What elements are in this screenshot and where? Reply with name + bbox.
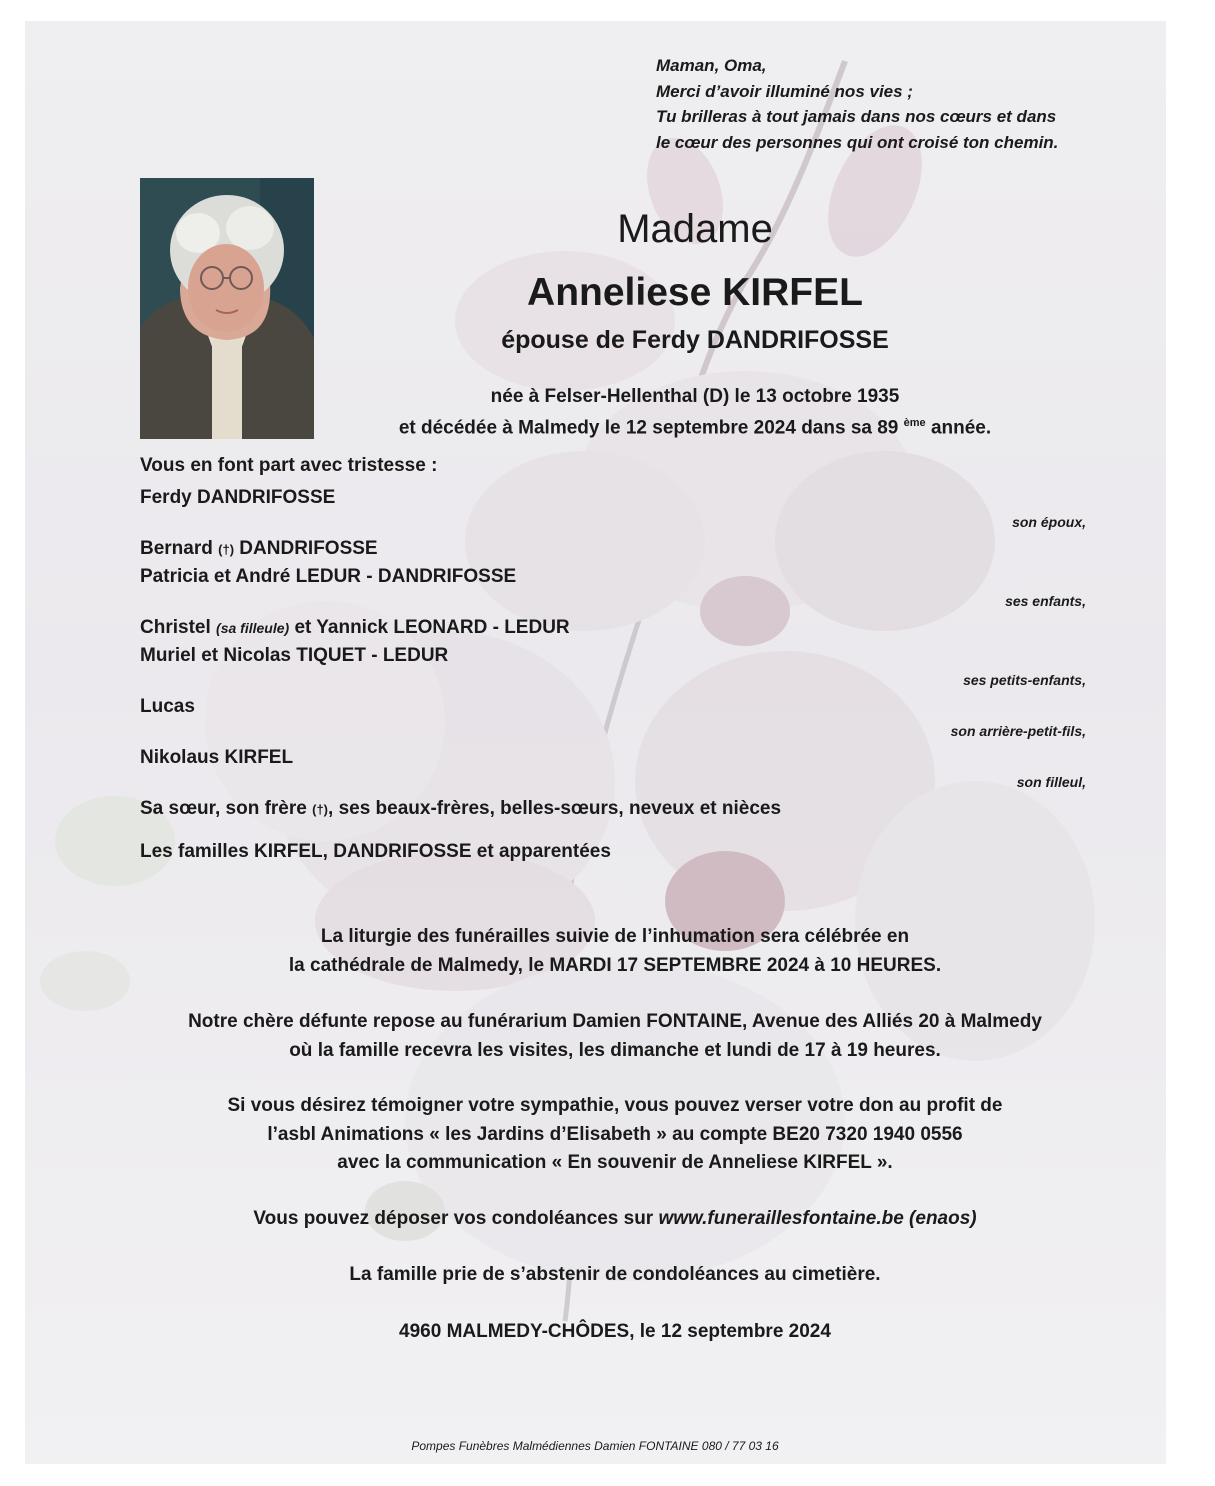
birth-death-info bbox=[285, 383, 1105, 441]
place-date: 4960 MALMEDY-CHÔDES, le 12 septembre 2024 bbox=[399, 1321, 831, 1342]
obituary-card bbox=[25, 21, 1166, 1464]
quote-line: le cœur des personnes qui ont croisé ton chemin. bbox=[656, 132, 1059, 152]
donation-line: avec la communication « En souvenir de Anneliese KIRFEL ». bbox=[337, 1152, 893, 1173]
family-child: Patricia et André LEDUR - DANDRIFOSSE bbox=[140, 566, 517, 587]
condolences-line bbox=[85, 1205, 1145, 1234]
visitation-line: Notre chère défunte repose au funérarium Damien FONTAINE, Avenue des Alliés 20 à Malmedy bbox=[188, 1011, 1042, 1032]
grandchild-partner: et Yannick LEONARD - LEDUR bbox=[289, 617, 570, 638]
visitation-line: où la famille recevra les visites, les dimanche et lundi de 17 à 19 heures. bbox=[289, 1039, 941, 1061]
quote-line: Tu brilleras à tout jamais dans nos cœurs et dans bbox=[656, 107, 1057, 126]
relation-godson: son filleul, bbox=[1016, 774, 1086, 790]
cemetery-notice: La famille prie de s’abstenir de condoléances au cimetière. bbox=[349, 1264, 881, 1285]
family-intro: Vous en font part avec tristesse : bbox=[140, 455, 438, 476]
grandchild-name: Christel bbox=[140, 617, 217, 638]
dedication-quote bbox=[656, 53, 1058, 155]
donation-info bbox=[85, 1092, 1145, 1178]
liturgy-line: la cathédrale de Malmedy, le MARDI 17 SEPTEMBRE 2024 à 10 HEURES. bbox=[288, 954, 942, 976]
relation-grandchildren: ses petits-enfants, bbox=[963, 672, 1086, 688]
family-grandchild: Muriel et Nicolas TIQUET - LEDUR bbox=[140, 645, 449, 666]
quote-line: Maman, Oma, bbox=[656, 56, 767, 75]
family-extended: Les familles KIRFEL, DANDRIFOSSE et apparentées bbox=[140, 841, 611, 862]
family-spouse: Ferdy DANDRIFOSSE bbox=[140, 487, 336, 508]
funeral-home-footer: Pompes Funèbres Malmédiennes Damien FONTAINE 080 / 77 03 16 bbox=[411, 1439, 779, 1453]
deceased-name: Anneliese KIRFEL bbox=[527, 271, 863, 314]
family-grandchild bbox=[140, 617, 570, 639]
cross-symbol: (†) bbox=[218, 542, 235, 557]
death-text: et décédée à Malmedy le 12 septembre 2024 dans sa 89 bbox=[398, 417, 899, 439]
family-godson: Nikolaus KIRFEL bbox=[140, 747, 294, 768]
cross-symbol: (†) bbox=[312, 802, 329, 817]
goddaughter-note: (sa filleule) bbox=[216, 620, 290, 636]
siblings-start: Sa sœur, son frère bbox=[140, 798, 313, 819]
family-siblings bbox=[140, 798, 781, 820]
death-year-word: année. bbox=[925, 417, 992, 439]
relation-children: ses enfants, bbox=[1005, 593, 1086, 609]
liturgy-line: La liturgie des funérailles suivie de l’inhumation sera célébrée en bbox=[320, 926, 910, 947]
condolences-website-link[interactable]: www.funeraillesfontaine.be (enaos) bbox=[658, 1208, 977, 1229]
birth-line: née à Felser-Hellenthal (D) le 13 octobre 1935 bbox=[490, 386, 900, 407]
spouse-line: épouse de Ferdy DANDRIFOSSE bbox=[501, 326, 889, 354]
child-first-name: Bernard bbox=[140, 538, 219, 559]
donation-line: l’asbl Animations « les Jardins d’Elisabeth » au compte BE20 7320 1940 0556 bbox=[267, 1123, 963, 1145]
visitation-info bbox=[85, 1008, 1145, 1065]
liturgy-info bbox=[85, 923, 1145, 980]
relation-spouse: son époux, bbox=[1012, 514, 1086, 530]
death-line bbox=[285, 410, 1105, 441]
family-great-grandchild: Lucas bbox=[140, 696, 195, 717]
honorific: Madame bbox=[617, 207, 773, 251]
donation-line: Si vous désirez témoigner votre sympathie, vous pouvez verser votre don au profit de bbox=[227, 1095, 1003, 1116]
siblings-rest: , ses beaux-frères, belles-sœurs, neveux et nièces bbox=[328, 798, 782, 819]
ordinal-suffix: ème bbox=[903, 417, 926, 429]
quote-line: Merci d’avoir illuminé nos vies ; bbox=[656, 81, 913, 101]
condolences-text: Vous pouvez déposer vos condoléances sur bbox=[253, 1208, 659, 1229]
child-surname: DANDRIFOSSE bbox=[234, 538, 378, 559]
family-child bbox=[140, 538, 378, 560]
relation-great-grandchild: son arrière-petit-fils, bbox=[950, 723, 1086, 739]
